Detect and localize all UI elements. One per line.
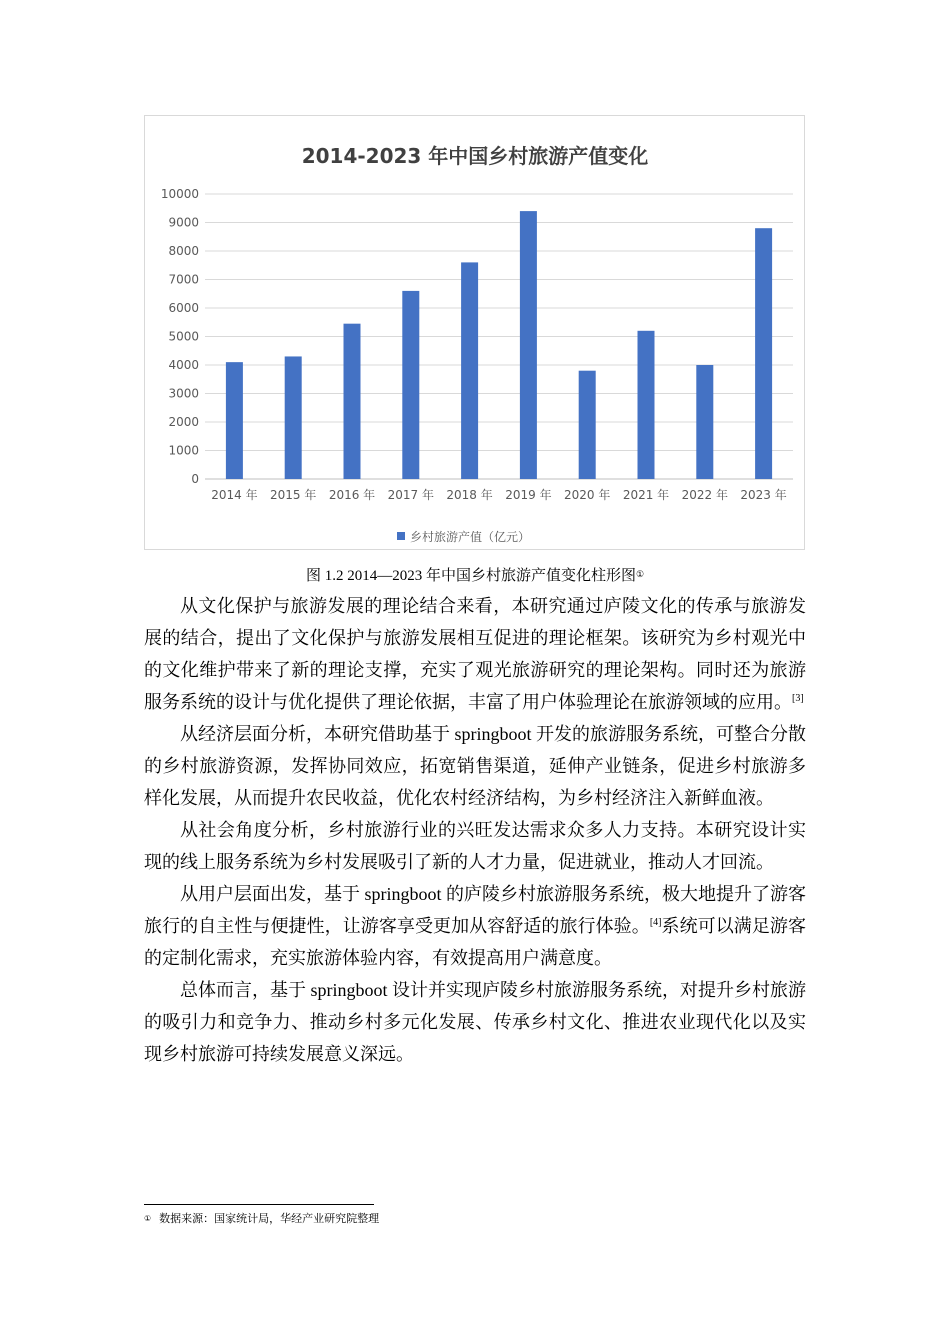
figure-caption [0,564,950,588]
y-tick-label: 10000 [160,187,199,201]
x-tick-label: 2022 年 [681,488,728,502]
footnote-separator [144,1204,374,1205]
x-tick-label: 2021 年 [622,488,670,502]
paragraph-5: 总体而言，基于 springboot 设计并实现庐陵乡村旅游服务系统，对提升乡村旅游的吸引力和竞争力、推动乡村多元化发展、传承乡村文化、推进农业现代化以及实现乡村旅游可持续发展意义深远。 [144,980,806,1064]
x-tick-label: 2018 年 [446,488,493,502]
x-tick-label: 2016 年 [328,488,376,502]
citation: [4] [649,917,662,928]
y-tick-label: 5000 [168,329,199,344]
bar [226,362,243,479]
x-tick-label: 2019 年 [505,488,552,502]
bar-chart [144,115,805,550]
y-tick-label: 8000 [168,244,199,258]
bar [285,356,302,479]
x-tick-label: 2020 年 [564,488,611,502]
legend-label: 乡村旅游产值（亿元） [410,530,531,544]
figure-caption-text: 图 1.2 2014—2023 年中国乡村旅游产值变化柱形图 [305,568,636,584]
bar [461,262,478,479]
chart-svg [145,116,806,551]
y-tick-label: 7000 [168,272,199,287]
y-tick-label: 4000 [168,358,199,372]
x-tick-label: 2015 年 [270,488,317,502]
x-tick-label: 2023 年 [740,488,787,502]
footnote-mark: ① [144,1214,152,1223]
paragraph-3: 从社会角度分析，乡村旅游行业的兴旺发达需求众多人力支持。本研究设计实现的线上服务系统为乡村发展吸引了新的人才力量，促进就业，推动人才回流。 [144,820,806,872]
y-tick-label: 3000 [168,386,199,401]
citation: [3] [792,693,804,704]
y-tick-label: 0 [191,472,199,486]
y-tick-label: 9000 [168,215,199,230]
figure-caption-note: ① [635,569,645,579]
body-text [144,590,806,1070]
bar [755,228,772,479]
x-tick-label: 2014 年 [211,488,258,502]
x-tick-label: 2017 年 [387,488,434,502]
footnote [144,1211,379,1227]
y-tick-label: 2000 [168,415,199,429]
bar [696,365,713,479]
y-axis-ticks [161,187,199,486]
paragraph-2: 从经济层面分析，本研究借助基于 springboot 开发的旅游服务系统，可整合分散的乡村旅游资源，发挥协同效应，拓宽销售渠道，延伸产业链条，促进乡村旅游多样化发展，从而提升农民收益，优化农村经济结构，为乡村经济注入新鲜血液。 [144,724,806,808]
footnote-text: 数据来源：国家统计局，华经产业研究院整理 [159,1212,380,1225]
x-axis-ticks [211,487,787,502]
y-tick-label: 6000 [168,301,199,315]
bar [579,371,596,479]
bar [638,331,655,479]
bar [402,291,419,479]
chart-legend [397,529,530,544]
bar [344,324,361,479]
y-tick-label: 1000 [168,443,199,458]
legend-swatch [397,532,405,540]
paragraph-4: 从用户层面出发，基于 springboot 的庐陵乡村旅游服务系统，极大地提升了游客旅行的自主性与便捷性，让游客享受更加从容舒适的旅行体验。[4]系统可以满足游客的定制化需求，充实旅游体验内容，有效提高用户满意度。 [144,884,807,968]
bar [520,211,537,479]
paragraph-1: 从文化保护与旅游发展的理论结合来看，本研究通过庐陵文化的传承与旅游发展的结合，提出了文化保护与旅游发展相互促进的理论框架。该研究为乡村观光中的文化维护带来了新的理论支撑，充实了观光旅游研究的理论架构。同时还为旅游服务系统的设计与优化提供了理论依据，丰富了用户体验理论在旅游领域的应用。[3] [144,596,806,712]
chart-title: 2014-2023 年中国乡村旅游产值变化 [301,144,649,168]
